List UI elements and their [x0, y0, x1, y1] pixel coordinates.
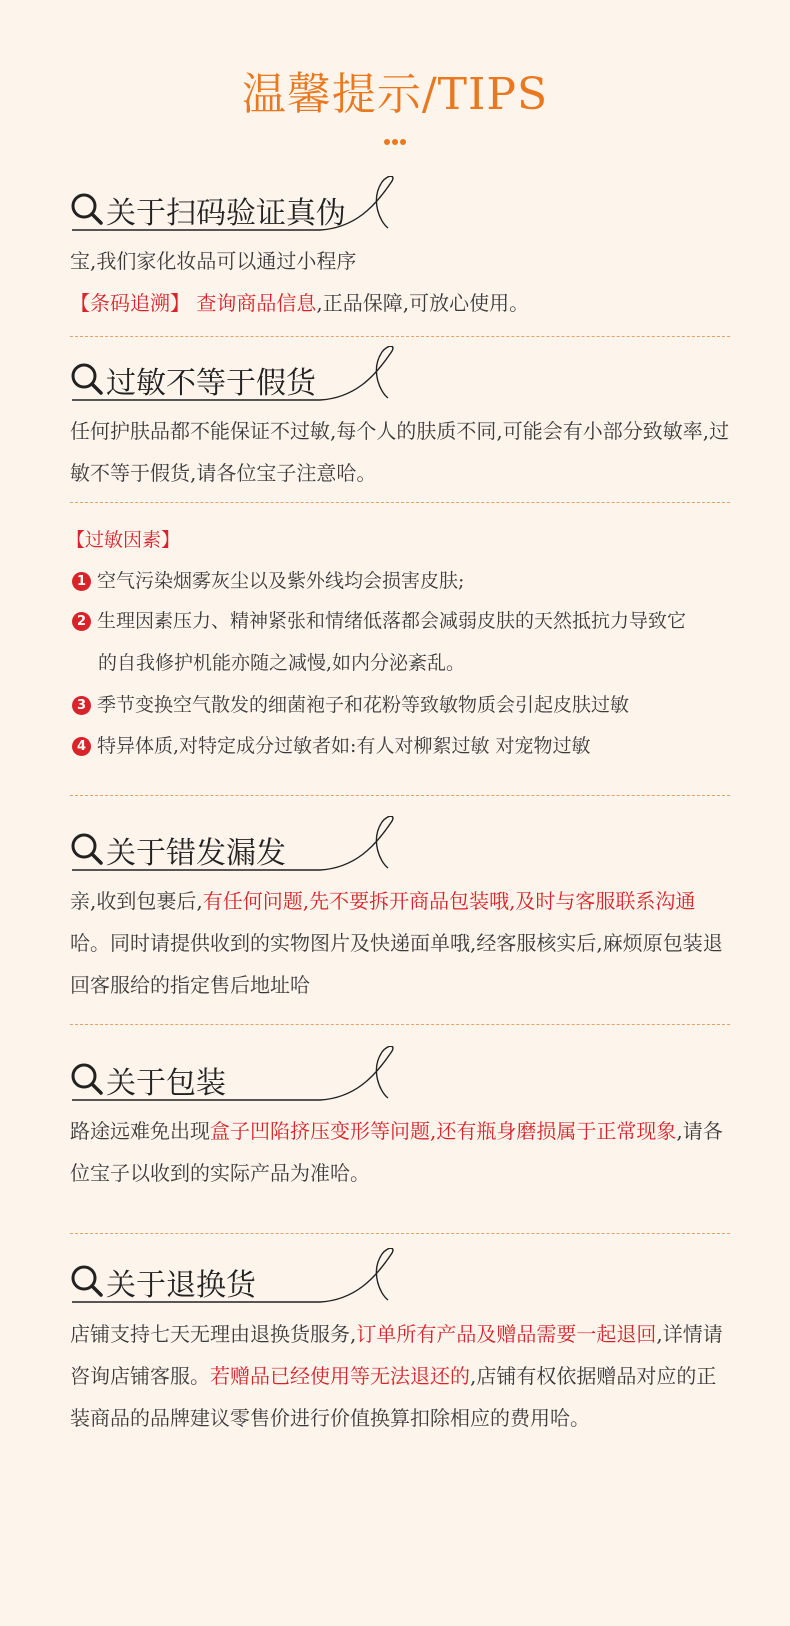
scan-text: [70, 240, 730, 324]
swirl-underline-icon: [70, 1046, 410, 1104]
text-span: 亲,收到包裹后,: [70, 889, 203, 913]
swirl-underline-icon: [70, 346, 410, 404]
highlight-span: 盒子凹陷挤压变形等问题,还有瓶身磨损属于正常现象: [210, 1119, 677, 1143]
text-span: 哈。同时请提供收到的实物图片及快递面单哦,经客服核实后,麻烦原包装退回客服给的指定售后地址哈: [70, 931, 723, 997]
scan-highlight: 【条码追溯】 查询商品信息: [70, 291, 317, 315]
missing-heading-text: 关于错发漏发: [106, 836, 286, 871]
factor-item-1: [72, 561, 732, 601]
allergy-heading-text: 过敏不等于假货: [106, 366, 316, 401]
divider: [70, 502, 730, 503]
scan-heading-text: 关于扫码验证真伪: [106, 196, 346, 231]
text-span: ,详情请咨询店铺客服。: [70, 1322, 723, 1388]
factors-title: 【过敏因素】: [66, 529, 181, 551]
swirl-underline-icon: [70, 176, 410, 234]
divider: [70, 336, 730, 337]
highlight-span: 有任何问题,先不要拆开商品包装哦,及时与客服联系沟通: [202, 889, 696, 913]
returns-heading-text: 关于退换货: [106, 1268, 256, 1303]
scan-line1: 宝,我们家化妆品可以通过小程序: [70, 249, 357, 273]
packaging-heading-text: 关于包装: [106, 1066, 226, 1101]
highlight-span: 订单所有产品及赠品需要一起退回: [356, 1322, 657, 1346]
missing-text: [70, 880, 730, 1006]
number-badge: 2: [72, 612, 91, 631]
divider: [70, 795, 730, 796]
factor-text: 特异体质,对特定成分过敏者如:有人对柳絮过敏 对宠物过敏: [97, 735, 591, 757]
text-span: 店铺支持七天无理由退换货服务,: [70, 1322, 357, 1346]
swirl-underline-icon: [70, 1248, 410, 1306]
factor-item-4: [72, 726, 732, 766]
packaging-text: [70, 1110, 730, 1194]
page-title: 温馨提示/TIPS: [241, 69, 549, 120]
factor-item-2: [72, 601, 732, 641]
factor-text: 生理因素压力、精神紧张和情绪低落都会减弱皮肤的天然抵抗力导致它: [97, 610, 687, 632]
text-span: ,请各位宝子以收到的实际产品为准哈。: [70, 1119, 723, 1185]
text-span: ,店铺有权依据赠品对应的正装商品的品牌建议零售价进行价值换算扣除相应的费用哈。: [70, 1364, 717, 1430]
returns-text: [70, 1313, 730, 1439]
number-badge: 3: [72, 696, 91, 715]
allergy-text: 任何护肤品都不能保证不过敏,每个人的肤质不同,可能会有小部分致敏率,过敏不等于假货,请各位宝子注意哈。: [70, 419, 730, 485]
swirl-underline-icon: [70, 816, 410, 874]
factor-text: 空气污染烟雾灰尘以及紫外线均会损害皮肤;: [97, 570, 465, 592]
number-badge: 1: [72, 572, 91, 591]
factor-text: 季节变换空气散发的细菌袍子和花粉等致敏物质会引起皮肤过敏: [97, 694, 630, 716]
divider: [70, 1024, 730, 1025]
highlight-span: 若赠品已经使用等无法退还的: [210, 1364, 470, 1388]
text-span: 路途远难免出现: [70, 1119, 210, 1143]
divider: [70, 1233, 730, 1234]
title-dots: [0, 130, 790, 149]
number-badge: 4: [72, 737, 91, 756]
factor-item-2-cont: 的自我修护机能亦随之减慢,如内分泌紊乱。: [98, 652, 466, 674]
scan-line2: ,正品保障,可放心使用。: [316, 291, 530, 315]
factor-item-3: [72, 685, 732, 725]
